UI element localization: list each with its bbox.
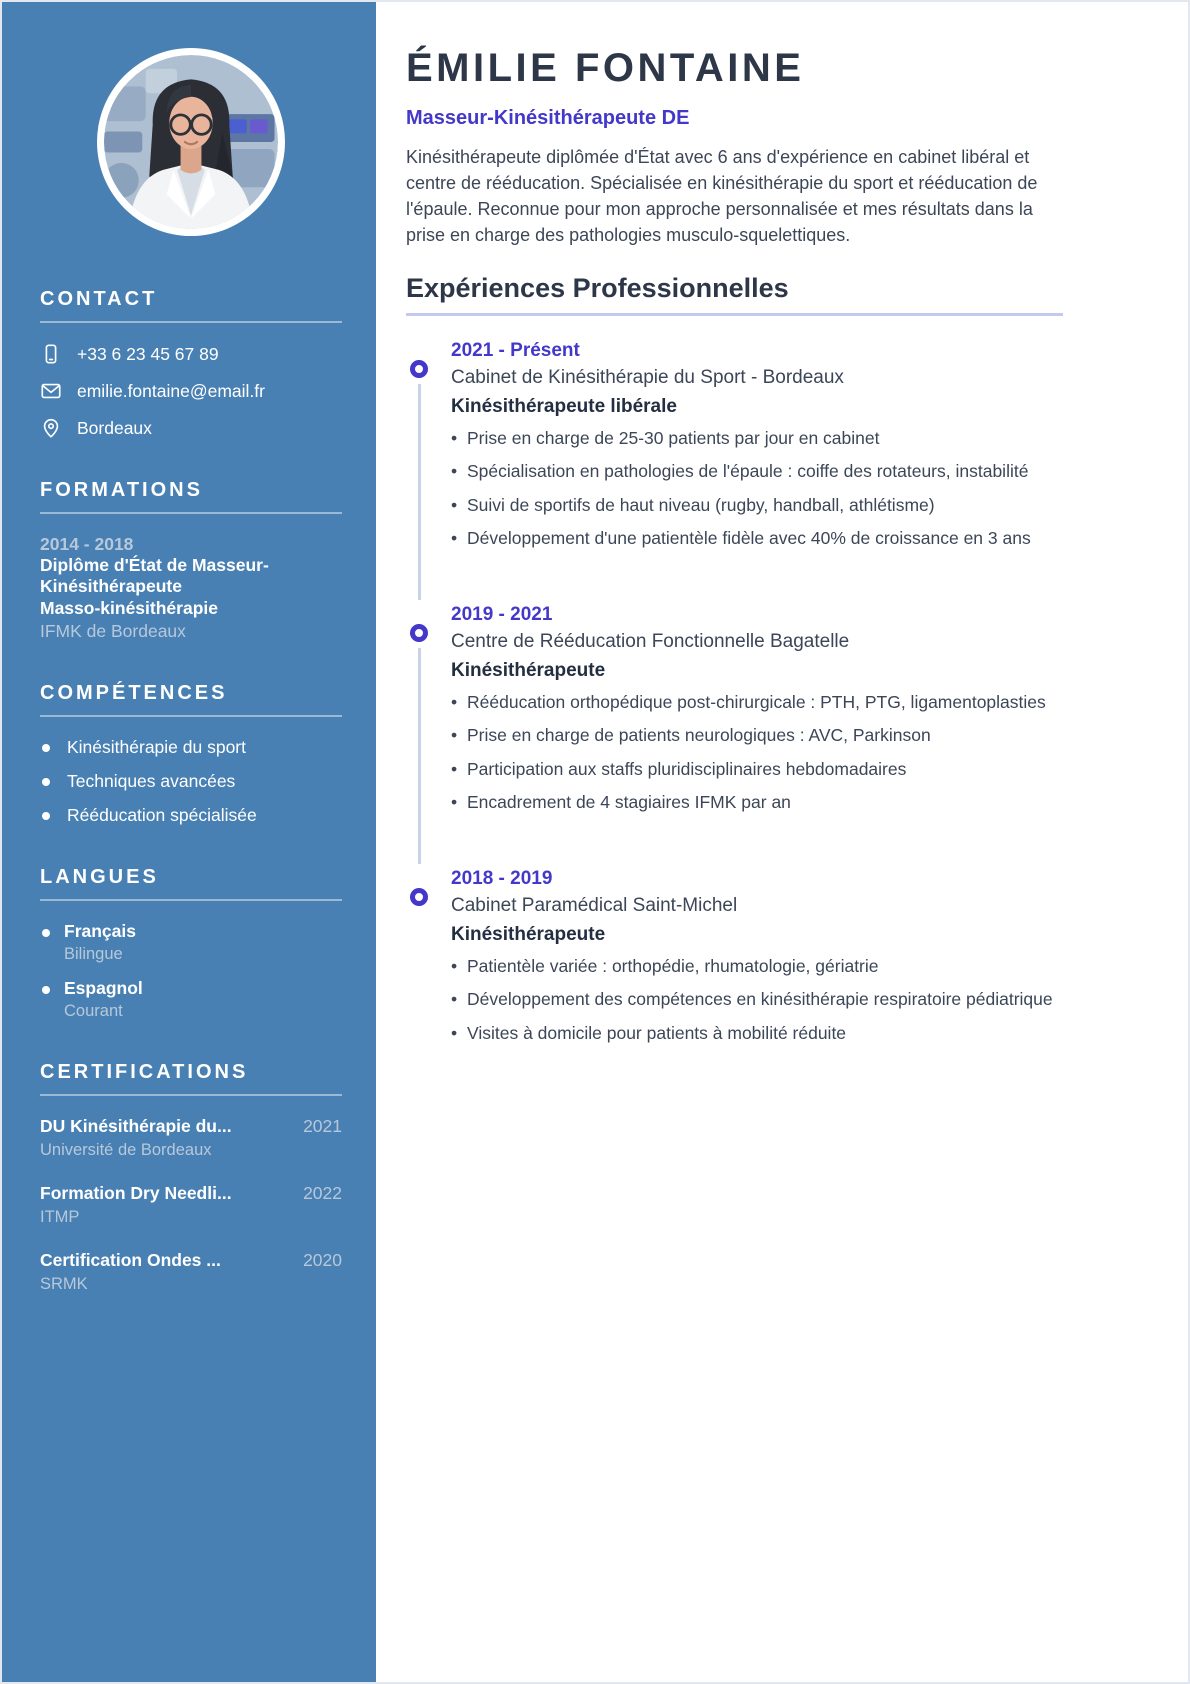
experience-dates: 2021 - Présent [451,339,580,361]
candidate-name: ÉMILIE FONTAINE [406,46,805,90]
formations-title: FORMATIONS [40,479,203,501]
contact-item-email [40,380,342,402]
experience-bullets [451,954,1063,1046]
email-address: emilie.fontaine@email.fr [77,380,265,401]
main-content [376,2,1188,1682]
certification-name: Formation Dry Needli... [40,1183,232,1204]
experience-timeline [406,340,1063,1046]
experience-company: Cabinet Paramédical Saint-Michel [451,894,738,916]
formation-specialty: Masso-kinésithérapie [40,597,218,618]
certification-item [40,1116,342,1160]
competence-item: Techniques avancées [40,771,342,792]
experience-bullets [451,690,1063,815]
experience-bullet: • Rééducation orthopédique post-chirurgicale : PTH, PTG, ligamentoplasties [451,690,1063,715]
experience-bullet: • Prise en charge de patients neurologiques : AVC, Parkinson [451,723,1063,748]
experience-company: Centre de Rééducation Fonctionnelle Bagatelle [451,630,850,652]
competences-section [40,682,342,826]
experience-entry [406,340,1063,604]
certification-name: DU Kinésithérapie du... [40,1116,232,1137]
section-divider [40,899,342,901]
experience-bullet: • Suivi de sportifs de haut niveau (rugby, handball, athlétisme) [451,493,1063,518]
contact-title: CONTACT [40,288,158,310]
map-pin-icon [40,417,62,439]
certification-year: 2022 [303,1183,342,1204]
profile-photo [97,48,285,236]
timeline-marker-icon [410,888,428,906]
timeline-marker-icon [410,624,428,642]
experience-bullet: • Visites à domicile pour patients à mobilité réduite [451,1021,1063,1046]
certification-org: SRMK [40,1275,88,1294]
section-divider [40,512,342,514]
experiences-section-underline [406,313,1063,316]
experience-dates: 2018 - 2019 [451,867,553,889]
language-item [40,921,342,964]
envelope-icon [40,380,62,402]
timeline-marker-icon [410,360,428,378]
competence-item: Kinésithérapie du sport [40,737,342,758]
experience-bullet: • Patientèle variée : orthopédie, rhumatologie, gériatrie [451,954,1063,979]
experience-entry [406,604,1063,868]
experience-bullet: • Développement d'une patientèle fidèle avec 40% de croissance en 3 ans [451,526,1063,551]
section-divider [40,1094,342,1096]
experience-company: Cabinet de Kinésithérapie du Sport - Bordeaux [451,366,844,388]
certification-item [40,1250,342,1294]
language-level: Bilingue [64,945,123,964]
contact-section [40,288,342,439]
language-item [40,978,342,1021]
certification-year: 2020 [303,1250,342,1271]
langues-title: LANGUES [40,866,159,889]
language-name: Français [64,921,136,942]
section-divider [40,715,342,717]
certification-org: ITMP [40,1208,80,1227]
experience-entry [406,868,1063,1046]
experiences-section-title: Expériences Professionnelles [406,272,789,303]
competences-list [40,737,342,826]
formation-degree: Diplôme d'État de Masseur-Kinésithérapeute [40,555,269,597]
language-level: Courant [64,1002,123,1021]
langues-section [40,866,342,1021]
language-name: Espagnol [64,978,143,999]
experience-bullet: • Développement des compétences en kinésithérapie respiratoire pédiatrique [451,987,1063,1012]
formations-section [40,479,342,642]
certification-name: Certification Ondes ... [40,1250,221,1271]
experience-bullet: • Encadrement de 4 stagiaires IFMK par an [451,790,1063,815]
profile-summary: Kinésithérapeute diplômée d'État avec 6 ans d'expérience en cabinet libéral et centre de rééducation. Spécialisée en kinésithérapie du sport et rééducation de l'épaule. Reconnue pour mon approche personnalisée et mes résultats dans la prise en charge des pathologies musculo-squelettiques. [406,147,1038,245]
experience-bullet: • Spécialisation en pathologies de l'épaule : coiffe des rotateurs, instabilité [451,459,1063,484]
certification-year: 2021 [303,1116,342,1137]
experience-role: Kinésithérapeute libérale [451,395,677,417]
formation-school: IFMK de Bordeaux [40,621,186,642]
certification-item [40,1183,342,1227]
experience-role: Kinésithérapeute [451,659,606,681]
experience-bullet: • Prise en charge de 25-30 patients par jour en cabinet [451,426,1063,451]
section-divider [40,321,342,323]
job-title: Masseur-Kinésithérapeute DE [406,107,690,129]
competence-item: Rééducation spécialisée [40,805,342,826]
portrait-illustration [104,55,278,229]
experience-bullet: • Participation aux staffs pluridisciplinaires hebdomadaires [451,757,1063,782]
certifications-section [40,1061,342,1294]
formation-period: 2014 - 2018 [40,534,134,554]
experience-role: Kinésithérapeute [451,923,606,945]
certifications-title: CERTIFICATIONS [40,1061,249,1084]
competences-title: COMPÉTENCES [40,682,228,705]
certification-org: Université de Bordeaux [40,1141,212,1160]
sidebar [2,2,376,1682]
phone-icon [40,343,62,365]
phone-number: +33 6 23 45 67 89 [77,343,219,364]
location-text: Bordeaux [77,417,152,438]
contact-item-phone [40,343,342,365]
experience-bullets [451,426,1063,551]
experience-dates: 2019 - 2021 [451,603,553,625]
contact-item-location [40,417,342,439]
